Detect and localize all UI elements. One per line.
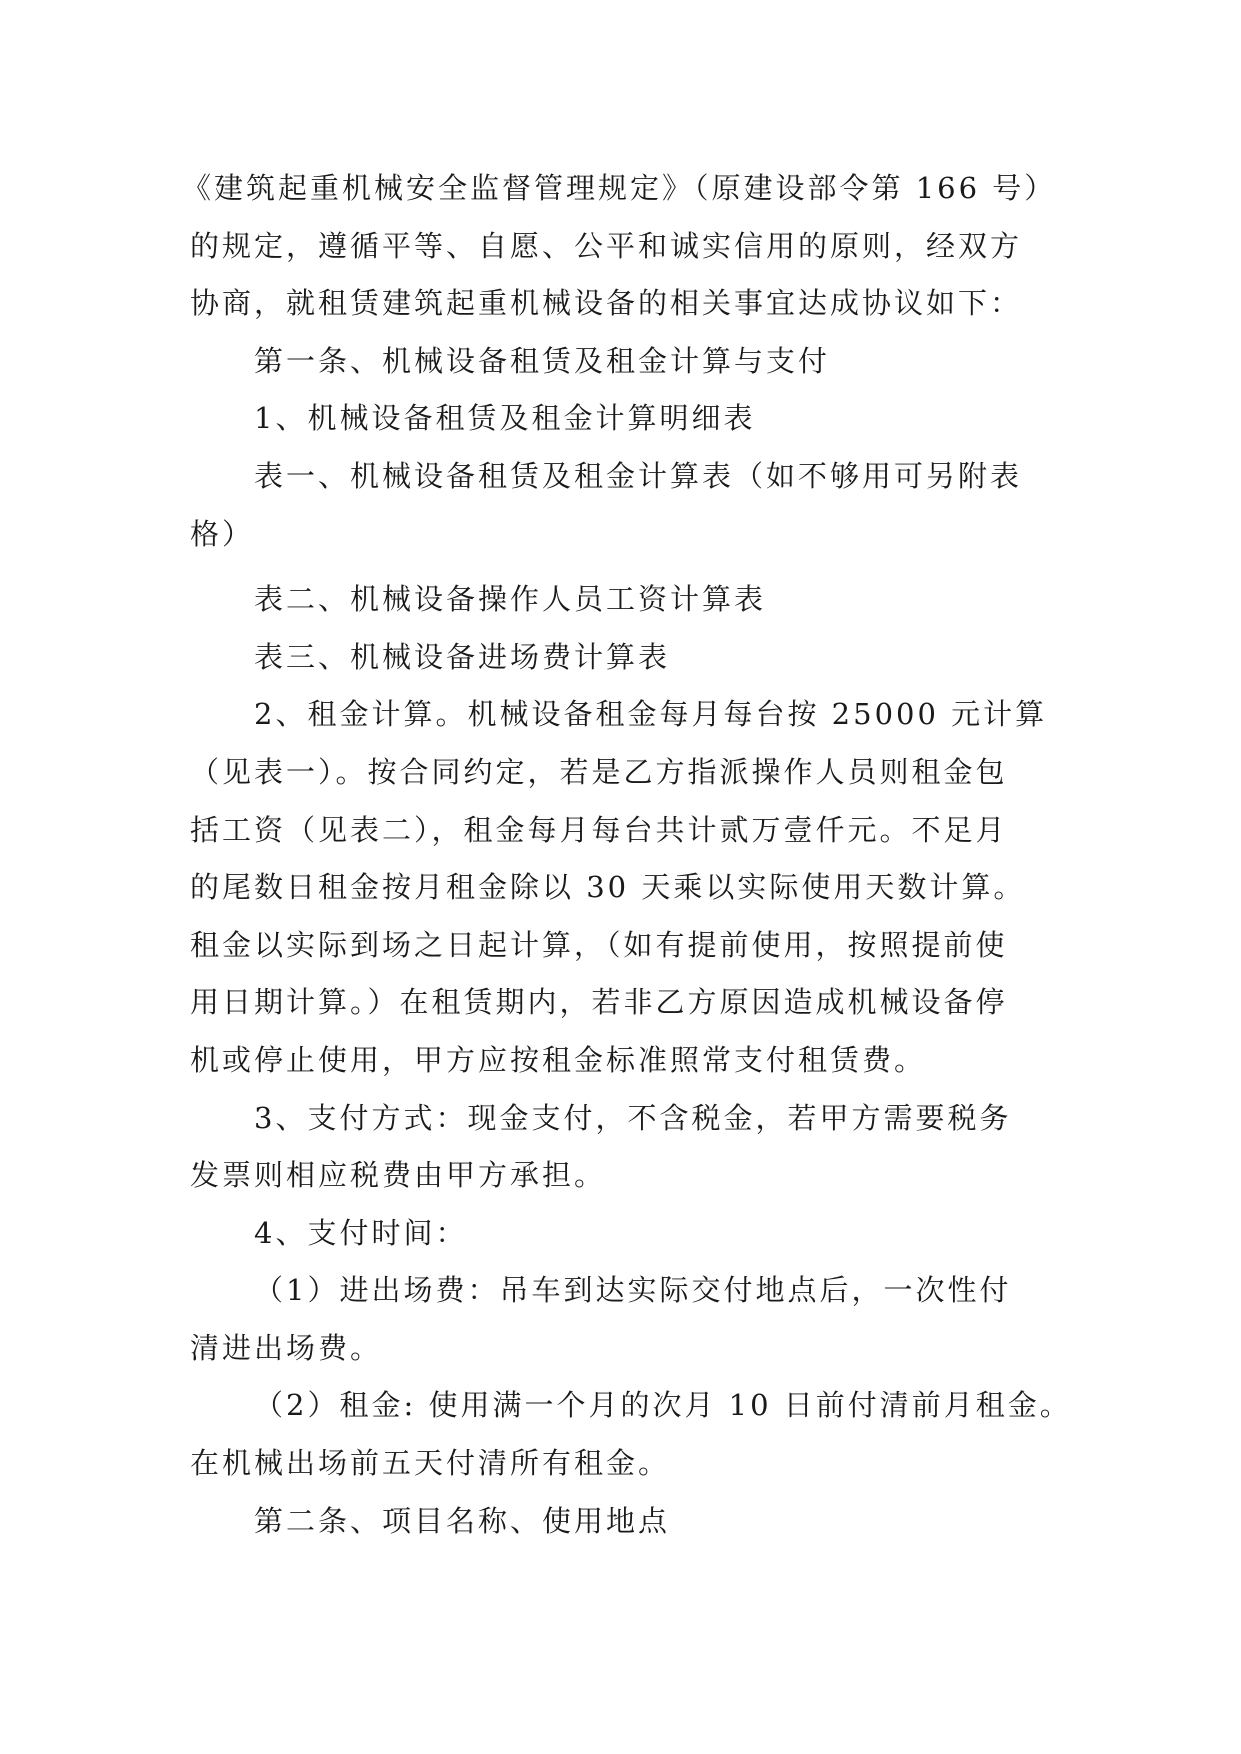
document-body bbox=[182, 160, 1072, 1550]
text-line: （见表一）。按合同约定，若是乙方指派操作人员则租金包 bbox=[190, 754, 1008, 789]
text-line: 清进出场费。 bbox=[190, 1330, 383, 1365]
text-line: 机或停止使用，甲方应按租金标准照常支付租赁费。 bbox=[190, 1042, 927, 1077]
text-line: 格） bbox=[190, 516, 255, 551]
section-heading-article-2: 第二条、项目名称、使用地点 bbox=[254, 1503, 671, 1538]
text-line: 2、租金计算。机械设备租金每月每台按 25000 元计算 bbox=[254, 697, 1048, 732]
text-line: 1、机械设备租赁及租金计算明细表 bbox=[254, 401, 756, 436]
text-line: 括工资（见表二），租金每月每台共计贰万壹仟元。不足月 bbox=[190, 812, 1008, 847]
text-line: 发票则相应税费由甲方承担。 bbox=[190, 1158, 607, 1193]
text-line: 3、支付方式：现金支付，不含税金，若甲方需要税务 bbox=[254, 1100, 1012, 1135]
text-line: （1）进出场费：吊车到达实际交付地点后，一次性付 bbox=[254, 1273, 1012, 1308]
text-line: 4、支付时间： bbox=[254, 1215, 468, 1250]
text-line: （2）租金: 使用满一个月的次月 10 日前付清前月租金。 bbox=[254, 1388, 1072, 1423]
section-heading-article-1: 第一条、机械设备租赁及租金计算与支付 bbox=[254, 343, 831, 378]
text-line: 在机械出场前五天付清所有租金。 bbox=[190, 1446, 671, 1481]
text-line: 的尾数日租金按月租金除以 30 天乘以实际使用天数计算。 bbox=[190, 870, 1026, 905]
text-line: 《建筑起重机械安全监督管理规定》（原建设部令第 166 号） bbox=[182, 171, 1057, 205]
text-line: 的规定，遵循平等、自愿、公平和诚实信用的原则，经双方 bbox=[190, 228, 1023, 263]
text-line: 表三、机械设备进场费计算表 bbox=[254, 639, 671, 674]
text-line: 表二、机械设备操作人员工资计算表 bbox=[254, 582, 767, 617]
text-line: 用日期计算。）在租赁期内，若非乙方原因造成机械设备停 bbox=[190, 985, 1008, 1020]
text-line: 协商，就租赁建筑起重机械设备的相关事宜达成协议如下： bbox=[190, 286, 1023, 321]
text-line: 租金以实际到场之日起计算，（如有提前使用，按照提前使 bbox=[190, 927, 1008, 962]
text-line: 表一、机械设备租赁及租金计算表（如不够用可另附表 bbox=[254, 458, 1023, 493]
